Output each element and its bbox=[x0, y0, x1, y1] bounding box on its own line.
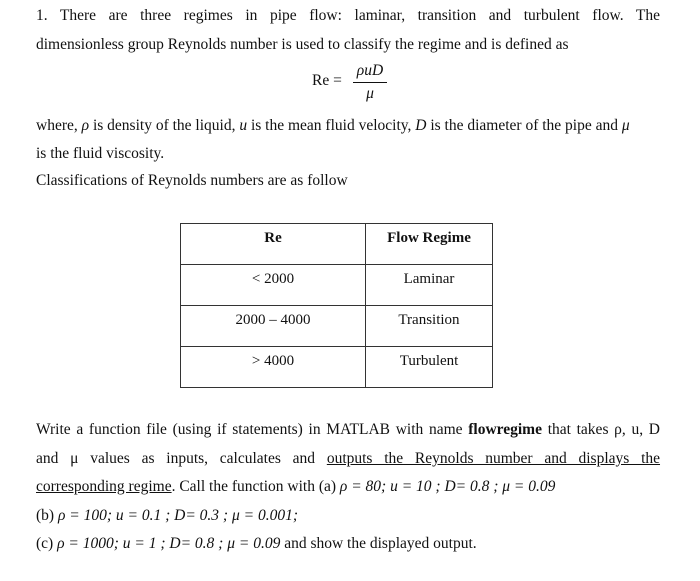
table-row bbox=[181, 265, 493, 306]
question-number: 1. bbox=[36, 7, 48, 24]
intro-line-1 bbox=[36, 7, 660, 25]
u-description: is the mean fluid velocity, bbox=[250, 117, 412, 134]
task-line-4 bbox=[36, 507, 660, 525]
task-line-2 bbox=[36, 450, 660, 468]
task-line-3 bbox=[36, 478, 660, 496]
intro-text: There are three regimes in pipe flow: laminar, transition and turbulent flow. bbox=[59, 7, 624, 24]
table-cell-re: > 4000 bbox=[181, 347, 366, 388]
intro-line-2: dimensionless group Reynolds number is used to classify the regime and is defined as bbox=[36, 36, 569, 53]
definitions-line-1 bbox=[36, 117, 660, 135]
task-text: and show the displayed output. bbox=[284, 535, 477, 552]
u-symbol: u bbox=[239, 117, 248, 134]
case-b-label: (b) bbox=[36, 507, 55, 524]
underlined-requirement: corresponding regime bbox=[36, 478, 172, 495]
underlined-requirement: outputs the Reynolds number and displays the bbox=[326, 450, 661, 467]
function-name: flowregime bbox=[468, 421, 542, 438]
task-text: Write a function file (using if statements) in MATLAB with name bbox=[36, 421, 463, 438]
table-row bbox=[181, 347, 493, 388]
equation-numerator: ρuD bbox=[356, 62, 384, 79]
case-c-label: (c) bbox=[36, 535, 54, 552]
intro-trailing: The bbox=[635, 7, 660, 24]
equation-denominator: μ bbox=[366, 85, 374, 102]
rho-symbol: ρ bbox=[81, 117, 90, 134]
table-header-re: Re bbox=[181, 224, 366, 265]
task-text: that takes ρ, u, D bbox=[547, 421, 660, 438]
classifications-line: Classifications of Reynolds numbers are as follow bbox=[36, 172, 348, 189]
table-cell-regime: Turbulent bbox=[366, 347, 493, 388]
task-line-1 bbox=[36, 421, 660, 439]
reynolds-table bbox=[180, 223, 493, 388]
table-header-regime: Flow Regime bbox=[366, 224, 493, 265]
table-cell-regime: Laminar bbox=[366, 265, 493, 306]
table-header-row bbox=[181, 224, 493, 265]
d-symbol: D bbox=[415, 117, 427, 134]
mu-symbol: μ bbox=[621, 117, 630, 134]
task-line-5 bbox=[36, 535, 660, 553]
rho-description: is density of the liquid, bbox=[92, 117, 236, 134]
table-cell-regime: Transition bbox=[366, 306, 493, 347]
task-text: . Call the function with (a) bbox=[171, 478, 337, 495]
equation-fraction bbox=[353, 62, 387, 103]
case-a-values: ρ = 80; u = 10 ; D= 0.8 ; μ = 0.09 bbox=[339, 478, 556, 495]
where-label: where, bbox=[36, 117, 78, 134]
table-cell-re: < 2000 bbox=[181, 265, 366, 306]
definitions-line-2: is the fluid viscosity. bbox=[36, 145, 165, 162]
d-description: is the diameter of the pipe and bbox=[430, 117, 619, 134]
task-text: and μ values as inputs, calculates and bbox=[36, 450, 316, 467]
case-c-values: ρ = 1000; u = 1 ; D= 0.8 ; μ = 0.09 bbox=[57, 535, 281, 552]
fraction-bar bbox=[353, 82, 387, 83]
case-b-values: ρ = 100; u = 0.1 ; D= 0.3 ; μ = 0.001; bbox=[57, 507, 298, 524]
equation-lhs: Re = bbox=[312, 72, 342, 89]
table-row bbox=[181, 306, 493, 347]
table-cell-re: 2000 – 4000 bbox=[181, 306, 366, 347]
